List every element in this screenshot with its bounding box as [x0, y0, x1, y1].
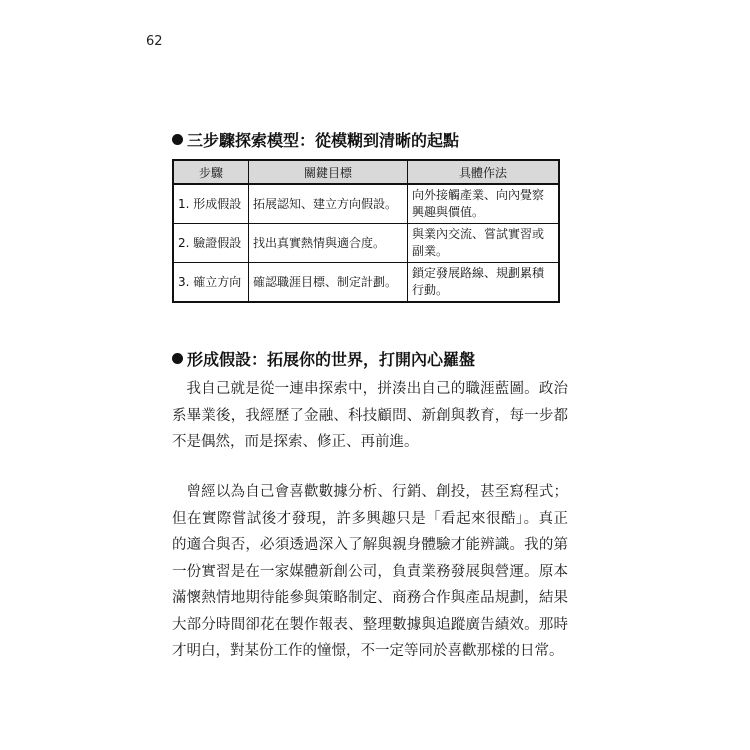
- section-heading-three-step-model: [172, 131, 459, 151]
- table-cell-goal: 找出真實熱情與適合度。: [249, 224, 408, 263]
- bullet-icon: [172, 353, 183, 364]
- bullet-icon: [172, 134, 183, 145]
- table-row: [173, 224, 559, 263]
- body-paragraph: 曾經以為自己會喜歡數據分析、行銷、創投，甚至寫程式；但在實際嘗試後才發現，許多興趣只是「看起來很酷」。真正的適合與否，必須透過深入了解與親身體驗才能辨識。我的第一份實習是在一家媒體新創公司，負責業務發展與營運。原本滿懷熱情地期待能參與策略制定、商務合作與產品規劃，結果大部分時間卻花在製作報表、整理數據與追蹤廣告績效。那時才明白，對某份工作的憧憬，不一定等同於喜歡那樣的日常。: [172, 484, 568, 659]
- body-paragraph: 我自己就是從一連串探索中，拼湊出自己的職涯藍圖。政治系畢業後，我經歷了金融、科技顧問、新創與教育，每一步都不是偶然，而是探索、修正、再前進。: [172, 381, 568, 450]
- table-cell-goal: 確認職涯目標、制定計劃。: [249, 263, 408, 303]
- table-cell-step: 3. 確立方向: [173, 263, 249, 303]
- table-header-row: [173, 160, 559, 184]
- table-cell-goal: 拓展認知、建立方向假設。: [249, 184, 408, 224]
- table-cell-step: 1. 形成假設: [173, 184, 249, 224]
- section-heading-forming-hypothesis: [172, 350, 475, 370]
- table-header-cell: 關鍵目標: [249, 160, 408, 184]
- table-row: [173, 263, 559, 303]
- table-cell-action: 向外接觸產業、向內覺察興趣與價值。: [408, 184, 560, 224]
- section-heading-text: 形成假設：拓展你的世界，打開內心羅盤: [187, 350, 476, 369]
- table-cell-step: 2. 驗證假設: [173, 224, 249, 263]
- table-cell-action: 與業內交流、嘗試實習或副業。: [408, 224, 560, 263]
- table-cell-action: 鎖定發展路線、規劃累積行動。: [408, 263, 560, 303]
- three-step-table: [172, 159, 560, 303]
- table-header-cell: 具體作法: [408, 160, 560, 184]
- table-row: [173, 184, 559, 224]
- table-header-cell: 步驟: [173, 160, 249, 184]
- page-number: 62: [146, 34, 163, 49]
- section-heading-text: 三步驟探索模型：從模糊到清晰的起點: [187, 131, 460, 150]
